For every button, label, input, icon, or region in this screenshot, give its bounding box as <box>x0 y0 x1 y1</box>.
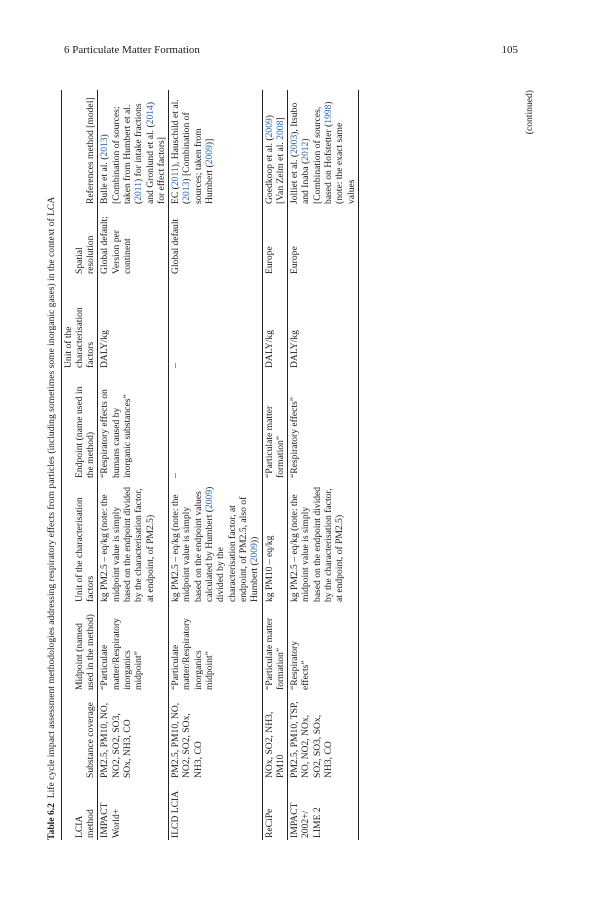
rotated-table-block <box>46 90 535 840</box>
cell-end-unit: DALY/kg <box>289 330 301 368</box>
ref-text: EC ( <box>170 186 182 204</box>
cell-endpoint: “Particulate matter formation” <box>263 405 286 478</box>
cell-method: IMPACT World+ <box>99 802 122 838</box>
ref-text: ) [Combination of sources, based on Hofstetter ( <box>300 106 335 204</box>
cell-substance: PM2.5, PM10, TSP, NO, NO2, NOx, SO2, SO3, SOx, NH3, CO <box>289 701 335 778</box>
cell-endpoint: “Respiratory effects” <box>289 396 301 478</box>
ref-link[interactable]: 2011 <box>170 167 182 187</box>
ref-link[interactable]: 2009 <box>204 145 216 165</box>
ref-link[interactable]: 2009 <box>204 489 216 510</box>
cell-midpoint: “Respiratory effects” <box>289 640 312 690</box>
col-header-end-unit: Unit of the characterisation factors <box>62 307 97 368</box>
unit-text: kg PM2.5 – eq/kg (note: the midpoint value is simply based on the endpoint values calculated by Humbert ( <box>170 491 216 602</box>
cell-midpoint: “Particulate matter formation” <box>263 617 286 690</box>
table-row <box>98 90 169 840</box>
ref-text: )] <box>204 138 216 146</box>
cell-mid-unit: kg PM2.5 – eq/kg (note: the midpoint value is simply based on the endpoint divided by the characterisation factor, at endpoint, of PM2.5) <box>289 486 346 602</box>
ref-text: ) [Combination of sources; taken from Humbert ( <box>181 112 216 204</box>
continued-note: (continued) <box>524 90 535 135</box>
unit-text: )) <box>249 536 261 544</box>
cell-substance: PM2.5, PM10, NO, NO2, SO2, SO3, SOx, NH3, CO <box>99 702 133 778</box>
cell-midpoint: “Particulate matter/Respiratory inorganics midpoint” <box>99 618 145 690</box>
ref-link[interactable]: 2008 <box>274 120 286 140</box>
ref-link[interactable]: 2009 <box>263 118 275 138</box>
ref-link[interactable]: 2012 <box>300 141 312 161</box>
cell-spatial: Global default; Version per continent <box>99 216 133 274</box>
ref-text: Goedkoop et al. ( <box>263 137 275 204</box>
caption-text: Life cycle impact assessment methodologies addressing respiratory effects from particles (including sometimes some inorganic gases) in the context of LCA <box>46 196 57 799</box>
cell-references <box>169 90 262 206</box>
page-number: 105 <box>501 44 518 56</box>
cell-endpoint: – <box>170 473 182 478</box>
col-header-substance: Substance coverage <box>85 702 97 778</box>
cell-mid-unit <box>169 480 262 604</box>
unit-text: ) divided by the characterisation factor, at endpoint, of PM2.5, also of Humbert ( <box>204 486 261 602</box>
cell-endpoint: “Respiratory effects on humans caused by inorganic substances” <box>99 389 133 478</box>
ref-text: ) for intake fractions and Gronlund et al. ( <box>133 103 156 204</box>
ref-text: ) for effect factors] <box>144 101 167 204</box>
ref-text: ] <box>274 117 286 121</box>
col-header-endpoint: Endpoint (name used in the method) <box>73 386 97 478</box>
ref-text: ), Itsubo and Inaba ( <box>289 102 312 204</box>
cell-method: IMPACT 2002+/ LIME 2 <box>289 802 323 838</box>
cell-mid-unit: kg PM10 – eq/kg <box>263 535 275 602</box>
cell-substance: NOx, SO2, NH3, PM10 <box>263 711 286 778</box>
cell-midpoint: “Particulate matter/Respiratory inorganics midpoint” <box>170 618 216 690</box>
cell-references <box>262 90 288 206</box>
cell-spatial: Global default <box>170 218 182 274</box>
ref-text: Jolliet et al. ( <box>289 153 301 204</box>
ref-text: Bulle et al. ( <box>99 156 111 204</box>
cell-end-unit: DALY/kg <box>99 330 111 368</box>
ref-link[interactable]: 2013 <box>181 181 193 201</box>
ref-link[interactable]: 2014 <box>144 105 156 125</box>
cell-mid-unit: kg PM2.5 – eq/kg (note: the midpoint value is simply based on the endpoint divided by the characterisation factor, at endpoint, of PM2.5) <box>99 486 156 602</box>
ref-link[interactable]: 2009 <box>249 543 261 563</box>
lcia-methods-table <box>61 90 359 840</box>
chapter-title: 6 Particulate Matter Formation <box>64 44 200 56</box>
table-caption <box>46 90 58 840</box>
col-header-references: References method [model] <box>85 97 97 204</box>
ref-text: ) [Van Zelm et al. <box>263 115 286 204</box>
col-header-midpoint: Midpoint (named used in the method) <box>73 614 97 690</box>
caption-label: Table 6.2 <box>46 803 57 840</box>
cell-references <box>98 90 169 206</box>
ref-link[interactable]: 1998 <box>323 104 335 124</box>
table-row <box>169 90 262 840</box>
ref-link[interactable]: 2011 <box>133 181 145 201</box>
cell-references <box>288 90 359 206</box>
table-row <box>288 90 359 840</box>
ref-link[interactable]: 2003 <box>289 134 301 154</box>
col-header-mid-unit: Unit of the characterisation factors <box>73 497 97 602</box>
ref-text: ) (note: the exact same values <box>323 101 357 204</box>
cell-spatial: Europe <box>263 246 275 274</box>
col-header-spatial: Spatial resolution <box>73 235 97 274</box>
ref-text: ), Hauschild et al. ( <box>170 99 193 204</box>
cell-method: ILCD LCIA <box>170 790 182 838</box>
running-header <box>64 44 518 62</box>
cell-substance: PM2.5, PM10, NO, NO2, SO2, SOx, NH3, CO <box>170 702 204 778</box>
cell-end-unit: DALY/kg <box>263 330 275 368</box>
table-row <box>262 90 288 840</box>
cell-spatial: Europe <box>289 246 301 274</box>
cell-end-unit: – <box>170 363 182 368</box>
ref-text: ) [Combination of sources; taken from Humbert et al. ( <box>99 104 145 204</box>
ref-link[interactable]: 2013 <box>99 137 111 157</box>
table-header-row <box>61 90 98 840</box>
col-header-method: LCIA method <box>73 809 97 838</box>
cell-method: ReCiPe <box>263 808 275 838</box>
